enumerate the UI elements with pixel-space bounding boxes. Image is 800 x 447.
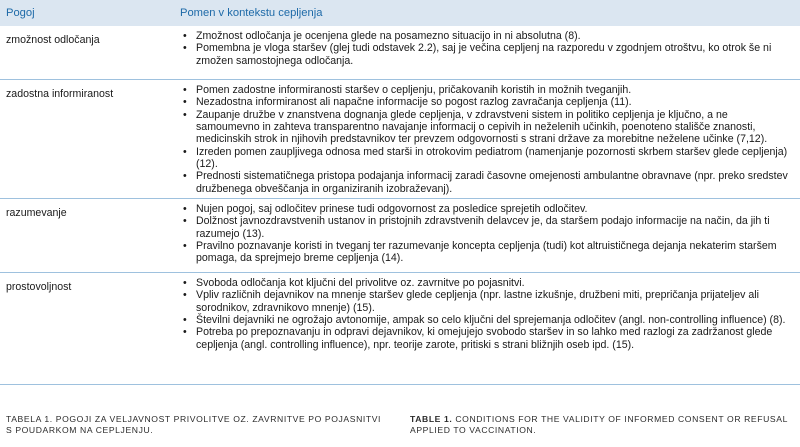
- list-item-text: Pomen zadostne informiranosti staršev o cepljenju, pričakovanih koristih in možnih tveganjih.: [196, 84, 632, 96]
- table-row: [0, 199, 800, 273]
- meaning-list: [183, 84, 788, 195]
- condition-term: zadostna informiranost: [6, 88, 114, 100]
- list-item: [183, 84, 788, 96]
- list-item: [183, 277, 788, 289]
- bullet-icon: •: [183, 326, 187, 339]
- caption-english-text: CONDITIONS FOR THE VALIDITY OF INFORMED CONSENT OR REFUSAL APPLIED TO VACCINATION.: [410, 414, 788, 435]
- list-item: [183, 289, 788, 314]
- list-item-text: Pomembna je vloga staršev (glej tudi odstavek 2.2), saj je večina cepljenj na razporedu v zgodnjem otroštvu, ko otrok še ni zmožen samostojnega odločanja.: [196, 42, 772, 67]
- bullet-icon: •: [183, 289, 187, 302]
- list-item-text: Dolžnost javnozdravstvenih ustanov in pristojnih zdravstvenih delavcev je, da staršem podajo informacije na način, da jih ti razumejo (13).: [196, 215, 770, 240]
- list-item-text: Potreba po prepoznavanju in odpravi dejavnikov, ki omejujejo svobodo staršev in so lahko med razlogi za zadržanost glede cepljenja (angl. controlling influence), npr. teorije zarote, pritiski s strani bližnjih oseb ipd. (15).: [196, 326, 773, 351]
- header-condition: Pogoj: [6, 7, 35, 19]
- list-item: [183, 42, 788, 67]
- meaning-list: [183, 203, 788, 265]
- list-item: [183, 326, 788, 351]
- condition-term: prostovoljnost: [6, 281, 72, 293]
- list-item: [183, 109, 788, 146]
- list-item-text: Prednosti sistematičnega pristopa podajanja informacij zaradi časovne omejenosti ambulantne obravnave (npr. preko sredstev družbenega obveščanja in organiziranih izobraževanj).: [196, 170, 788, 195]
- list-item-text: Pravilno poznavanje koristi in tveganj ter razumevanje koncepta cepljenja (tudi) kot altruističnega dejanja nekaterim staršem pomaga, da sprejmejo breme cepljenja (14).: [196, 240, 777, 265]
- table-header: [0, 0, 800, 26]
- table-row: [0, 273, 800, 385]
- bullet-icon: •: [183, 42, 187, 55]
- bullet-icon: •: [183, 145, 187, 158]
- caption-english: [410, 414, 795, 436]
- list-item: [183, 203, 788, 215]
- list-item-text: Nezadostna informiranost ali napačne informacije so pogost razlog zavračanja cepljenja (11).: [196, 96, 632, 109]
- list-item-text: Zaupanje družbe v znanstvena dognanja glede cepljenja, v zdravstveni sistem in politiko cepljenja je ključno, a ne samoumevno in zahteva transparentno navajanje informacij o cepivih in neželenih učinkih, poenoteno stališče znanosti, medicinskih strok in njihovih predstavnikov ter prevzem odgovornosti s strani države za morebitne neželene učinke (7,12).: [196, 108, 768, 146]
- bullet-icon: •: [183, 215, 187, 228]
- bullet-icon: •: [183, 30, 187, 42]
- list-item: [183, 170, 788, 195]
- bullet-icon: •: [183, 96, 187, 109]
- bullet-icon: •: [183, 108, 187, 121]
- list-item: [183, 240, 788, 265]
- list-item: [183, 314, 788, 326]
- list-item-text: Nujen pogoj, saj odločitev prinese tudi odgovornost za posledice sprejetih odločitev.: [196, 203, 588, 215]
- bullet-icon: •: [183, 170, 187, 183]
- list-item: [183, 146, 788, 171]
- list-item: [183, 96, 788, 108]
- bullet-icon: •: [183, 277, 187, 289]
- bullet-icon: •: [183, 240, 187, 253]
- table-row: [0, 26, 800, 80]
- bullet-icon: •: [183, 84, 187, 96]
- caption-slovene: TABELA 1. POGOJI ZA VELJAVNOST PRIVOLITVE OZ. ZAVRNITVE PO POJASNITVI S POUDARKOM NA CEPLJENJU.: [6, 414, 382, 435]
- list-item: [183, 215, 788, 240]
- meaning-list: [183, 277, 788, 351]
- list-item-text: Zmožnost odločanja je ocenjena glede na posamezno situacijo in ni absolutna (8).: [196, 30, 581, 42]
- table-row: [0, 80, 800, 199]
- bullet-icon: •: [183, 314, 187, 327]
- caption-english-label: TABLE 1.: [410, 414, 453, 424]
- table-body: [0, 26, 800, 385]
- list-item-text: Številni dejavniki ne ogrožajo avtonomije, ampak so celo ključni del sprejemanja odločitev (angl. non-controlling influence) (8).: [196, 314, 786, 327]
- bullet-icon: •: [183, 203, 187, 215]
- list-item-text: Izreden pomen zaupljivega odnosa med starši in otrokovim pediatrom (namenjanje pozornosti skrbem staršev glede cepljenja) (12).: [196, 145, 788, 171]
- list-item: [183, 30, 788, 42]
- condition-term: zmožnost odločanja: [6, 34, 100, 46]
- list-item-text: Svoboda odločanja kot ključni del privolitve oz. zavrnitve po pojasnitvi.: [196, 277, 525, 289]
- condition-term: razumevanje: [6, 207, 67, 219]
- header-meaning: Pomen v kontekstu cepljenja: [180, 7, 323, 19]
- meaning-list: [183, 30, 788, 67]
- list-item-text: Vpliv različnih dejavnikov na mnenje staršev glede cepljenja (npr. lastne izkušnje, družbeni miti, prepričanja prijateljev ali sorodnikov, zdravnikovo mnenje) (15).: [196, 289, 759, 314]
